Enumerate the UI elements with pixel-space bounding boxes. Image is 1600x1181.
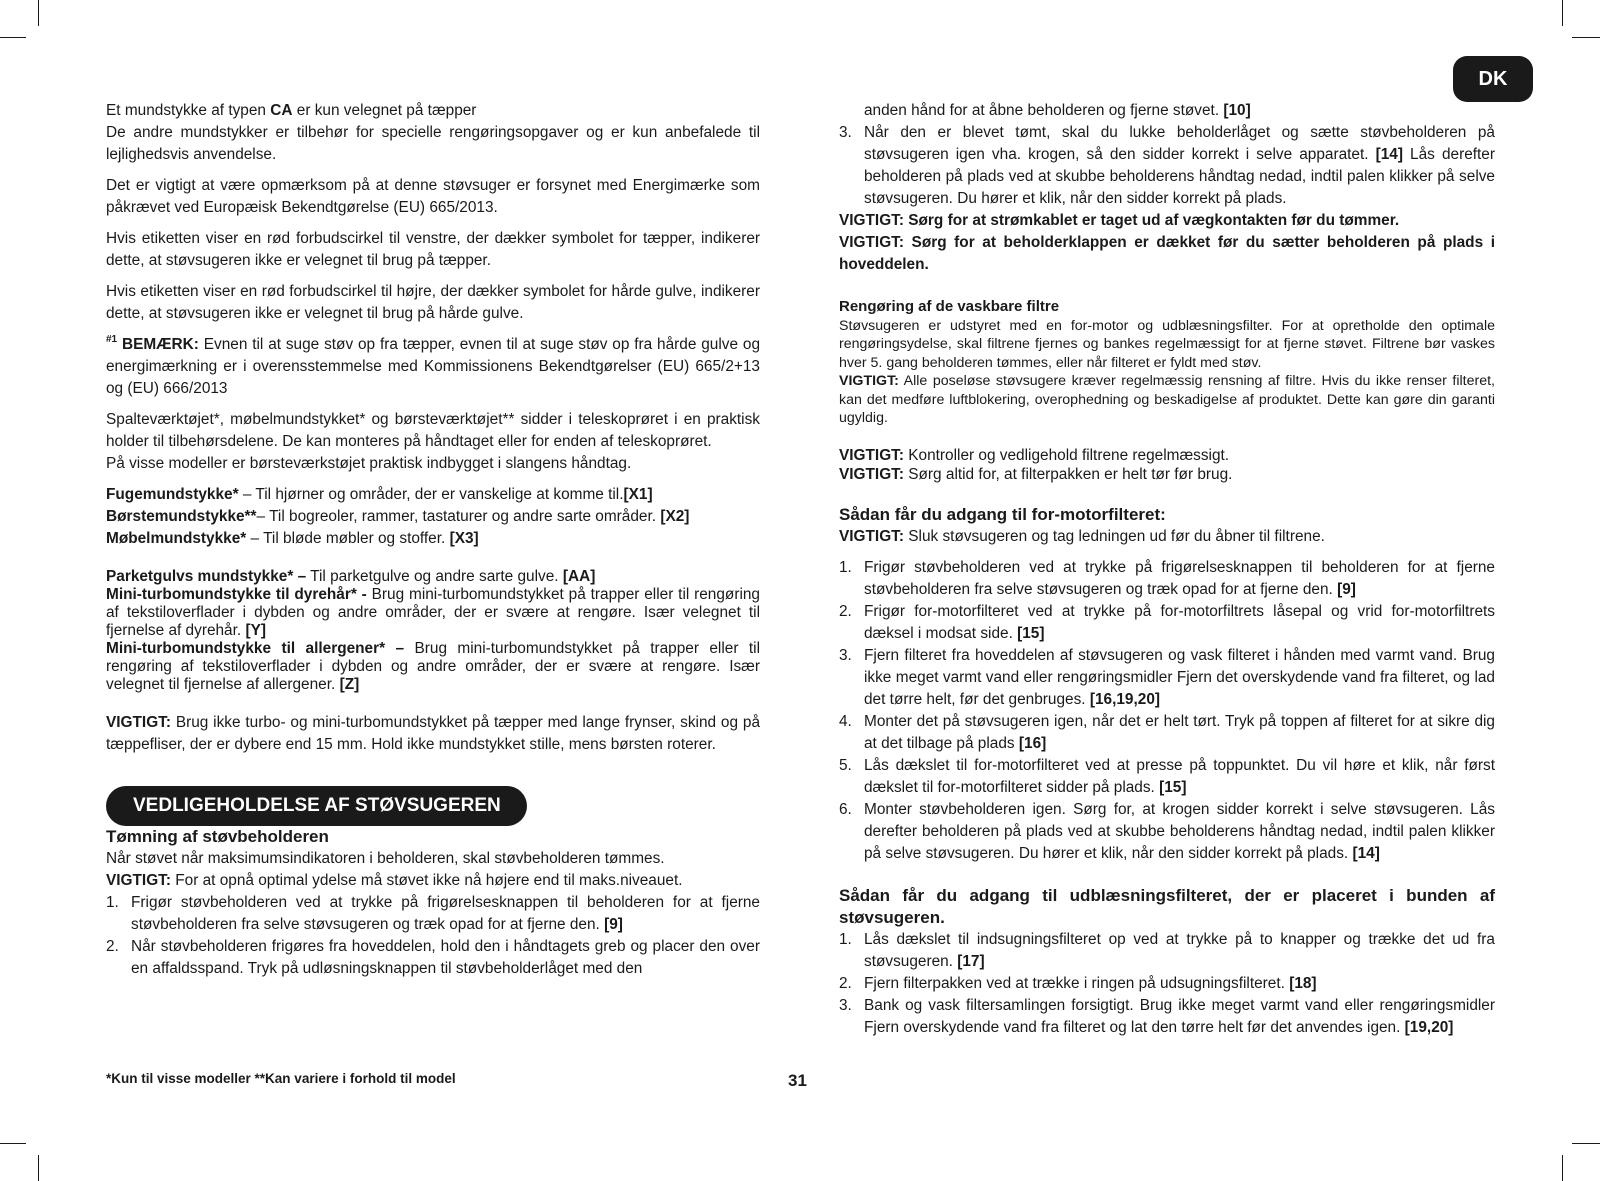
builtin-brush-paragraph: På visse modeller er børsteværkstøjet praktisk indbygget i slangens håndtag.: [106, 455, 632, 472]
language-badge: DK: [1453, 56, 1533, 102]
crop-mark: [1562, 1155, 1563, 1181]
emptying-important: VIGTIGT: For at opnå optimal ydelse må støvet ikke nå højere end til maks.niveauet.: [106, 872, 683, 889]
premotor-important: VIGTIGT: Sluk støvsugeren og tag ledningen ud før du åbner til filtrene.: [839, 527, 1325, 545]
turbo-pet-nozzle: Mini-turbomundstykke til dyrehår* - Brug mini-turbomundstykket på trapper eller til rengøring af tekstiloverflader i dybden og andre områder, der er svære at rengøre. Især velegnet til fjernelse af dyrehår. [Y]: [106, 586, 760, 639]
nozzle-item: Fugemundstykke* – Til hjørner og områder, der er vanskelige at komme til.[X1]: [106, 486, 653, 503]
list-item: 2. Når støvbeholderen frigøres fra hoveddelen, hold den i håndtagets greb og placer den over en affaldsspand. Tryk på udløsningsknappen til støvbeholderlåget med den: [106, 938, 760, 977]
turbo-allergy-nozzle: Mini-turbomundstykke til allergener* – Brug mini-turbomundstykket på trapper eller til rengøring af tekstiloverflader i dybden og andre områder, der er svære at rengøre. Især velegnet til fjernelse af allergener. [Z]: [106, 640, 760, 693]
section-header: VEDLIGEHOLDELSE AF STØVSUGEREN: [106, 786, 527, 826]
washable-heading: Rengøring af de vaskbare filtre: [839, 298, 1060, 315]
emptying-intro: Når støvet når maksimumsindikatoren i beholderen, skal støvbeholderen tømmes.: [106, 850, 665, 867]
emptying-steps: [106, 892, 760, 980]
washable-filters: [839, 298, 1495, 428]
crop-mark: [0, 1143, 26, 1144]
page-number: 31: [788, 1071, 807, 1090]
list-item: 6. Monter støvbeholderen igen. Sørg for, at krogen sidder korrekt i selve støvsugeren. Lås derefter beholderen på plads ved at skubbe beholderens håndtag nedad, indtil palen klikker på selve støvsugeren. Du hører et klik, når den sidder korrekt på plads. [14]: [839, 800, 1495, 862]
list-item: 3. Bank og vask filtersamlingen forsigtigt. Brug ikke meget varmt vand eller rengøringsmidler Fjern overskydende vand fra filteret og lat den tørre helt før det anvendes igen. [19,20]: [839, 996, 1495, 1036]
left-column: [106, 100, 760, 980]
list-item: 1. Lås dækslet til indsugningsfilteret op ved at trykke på to knapper og trække det ud fra støvsugeren. [17]: [839, 930, 1495, 970]
list-item: 4. Monter det på støvsugeren igen, når det er helt tørt. Tryk på toppen af filteret for at sikre dig at det tilbage på plads [16]: [839, 712, 1495, 752]
important-power: VIGTIGT: Sørg for at strømkablet er taget ud af vægkontakten før du tømmer.: [839, 212, 1400, 229]
crop-mark: [1562, 0, 1563, 26]
note-paragraph: $^{\#1}$ BEMÆRK: Evnen til at suge støv op fra tæpper, evnen til at suge støv op fra hårde gulve og energimærkning er i overensstemmelse med Kommissionens Bekendtgørelser (EU) 665/2+13 og (EU) 666/2013: [106, 334, 760, 397]
parquet-nozzle: Parketgulvs mundstykke* – Til parketgulve og andre sarte gulve. [AA]: [106, 568, 596, 585]
important-turbo: VIGTIGT: Brug ikke turbo- og mini-turbomundstykket på tæpper med lange frynser, skind og på tæppefliser, der er dybere end 15 mm. Hold ikke mundstykket stille, mens børsten roterer.: [106, 714, 760, 753]
important-check: VIGTIGT: Kontroller og vedligehold filtrene regelmæssigt.: [839, 446, 1230, 464]
list-item: 1. Frigør støvbeholderen ved at trykke på frigørelsesknappen til beholderen for at fjerne støvbeholderen fra selve støvsugeren og træk opad for at fjerne den. [9]: [106, 894, 760, 933]
crop-mark: [1572, 1143, 1600, 1144]
filter-important-notes: [839, 446, 1495, 484]
exhaust-heading: Sådan får du adgang til udblæsningsfilteret, der er placeret i bunden af støvsugeren.: [839, 885, 1495, 927]
special-nozzles: [106, 568, 760, 694]
right-column: [839, 100, 1495, 1039]
emptying-steps-continued: [839, 100, 1495, 210]
list-item: anden hånd for at åbne beholderen og fjerne støvet. [10]: [864, 102, 1251, 119]
nozzle-item: Møbelmundstykke* – Til bløde møbler og stoffer. [X3]: [106, 530, 479, 547]
intro-line: Et mundstykke af typen CA er kun velegnet på tæpper: [106, 102, 477, 119]
intro-accessories: De andre mundstykker er tilbehør for specielle rengøringsopgaver og er kun anbefalede til lejlighedsvis anvendelse.: [106, 124, 760, 163]
important-dry: VIGTIGT: Sørg altid for, at filterpakken er helt tør før brug.: [839, 465, 1233, 483]
list-item: 3. Fjern filteret fra hoveddelen af støvsugeren og vask filteret i hånden med varmt vand. Brug ikke meget varmt vand eller rengøringsmidler Fjern det overskydende vand fra filteret, og lad det tørre helt, før det genbruges. [16,19,20]: [839, 646, 1495, 708]
tools-paragraph: Spalteværktøjet*, møbelmundstykket* og børsteværktøjet** sidder i teleskoprøret i en praktisk holder til tilbehørsdelene. De kan monteres på håndtaget eller for enden af teleskoprøret.: [106, 411, 760, 450]
left-circle-paragraph: Hvis etiketten viser en rød forbudscirkel til venstre, der dækker symbolet for tæpper, indikerer dette, at støvsugeren ikke er velegnet til brug på tæpper.: [106, 230, 760, 269]
list-item: 3. Når den er blevet tømt, skal du lukke beholderlåget og sætte støvbeholderen på støvsugeren igen vha. krogen, så den sidder korrekt i selve apparatet. [14] Lås derefter beholderen på plads ved at skubbe beholderens håndtag nedad, indtil palen klikker på selve støvsugeren. Du hører et klik, når den sidder korrekt på plads.: [839, 124, 1495, 207]
washable-text: Støvsugeren er udstyret med en for-motor og udblæsningsfilter. For at opretholde den optimale rengøringsydelse, skal filtrene fjernes og bankes regelmæssigt for at fjerne støvet. Filtrene bør vaskes hver 5. gang beholderen tømmes, eller når filteret er fyldt med støv.: [839, 317, 1495, 371]
nozzle-item: Børstemundstykke**– Til bogreoler, rammer, tastaturer og andre sarte områder. [X2]: [106, 508, 690, 525]
crop-mark: [38, 1155, 39, 1181]
crop-mark: [38, 0, 39, 26]
crop-mark: [1572, 37, 1600, 38]
list-item: 1. Frigør støvbeholderen ved at trykke på frigørelsesknappen til beholderen for at fjerne støvbeholderen fra selve støvsugeren og træk opad for at fjerne den. [9]: [839, 558, 1495, 598]
list-item: 2. Fjern filterpakken ved at trække i ringen på udsugningsfilteret. [18]: [839, 974, 1317, 992]
important-flap: VIGTIGT: Sørg for at beholderklappen er dækket før du sætter beholderen på plads i hoveddelen.: [839, 234, 1495, 273]
washable-important: VIGTIGT: Alle poseløse støvsugere kræver regelmæssig rensning af filtre. Hvis du ikke renser filteret, kan det medføre luftblokering, overophedning og beskadigelse af produktet. Dette kan gøre din garanti ugyldig.: [839, 373, 1495, 426]
list-item: 5. Lås dækslet til for-motorfilteret ved at presse på toppunktet. Du vil høre et klik, når først dækslet til for-motorfilteret sidder på plads. [15]: [839, 756, 1495, 796]
right-circle-paragraph: Hvis etiketten viser en rød forbudscirkel til højre, der dækker symbolet for hårde gulve, indikerer dette, at støvsugeren ikke er velegnet til brug på hårde gulve.: [106, 283, 760, 322]
premotor-steps: [839, 557, 1495, 865]
footnote: *Kun til visse modeller **Kan variere i forhold til model: [106, 1071, 456, 1086]
premotor-heading: Sådan får du adgang til for-motorfilteret:: [839, 504, 1166, 524]
exhaust-steps: [839, 929, 1495, 1039]
list-item: 2. Frigør for-motorfilteret ved at trykke på for-motorfiltrets låsepal og vrid for-motorfiltrets dæksel i modsat side. [15]: [839, 602, 1495, 642]
nozzle-list: [106, 484, 760, 550]
energy-label-paragraph: Det er vigtigt at være opmærksom på at denne støvsuger er forsynet med Energimærke som påkrævet ved Europæisk Bekendtgørelse (EU) 665/2013.: [106, 177, 760, 216]
crop-mark: [0, 37, 26, 38]
emptying-heading: Tømning af støvbeholderen: [106, 827, 329, 846]
